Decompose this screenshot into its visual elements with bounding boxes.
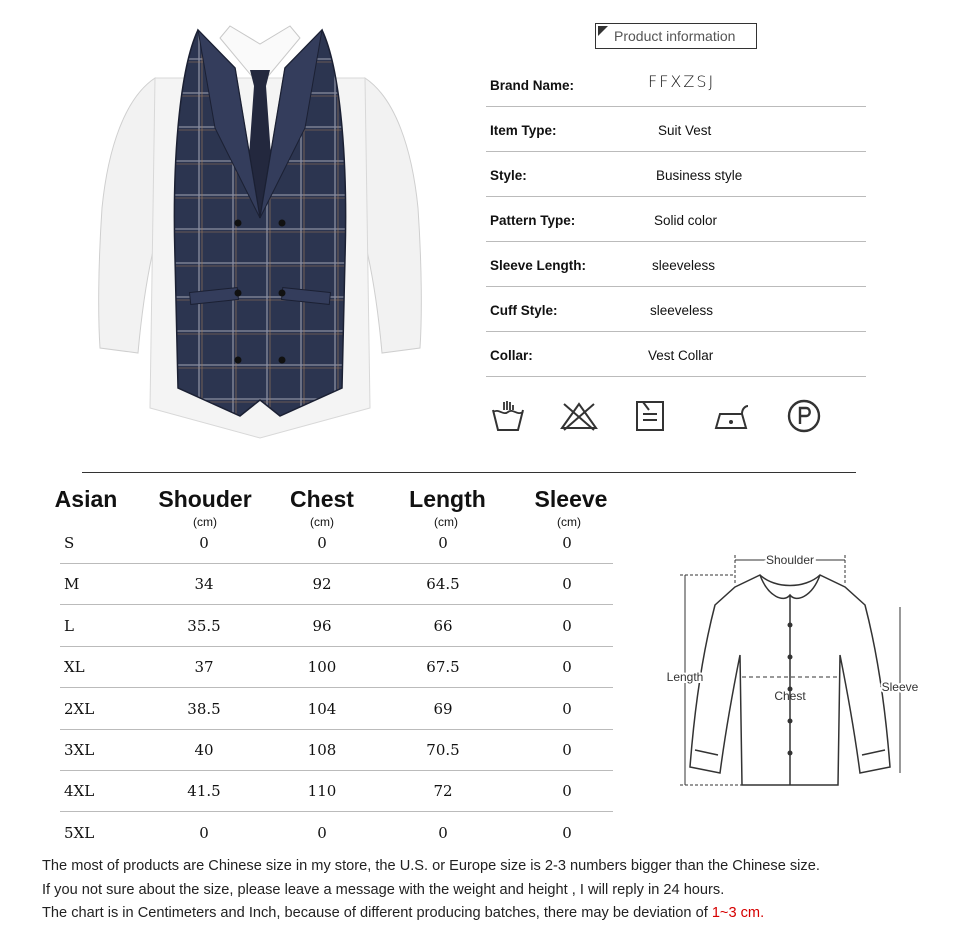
size-value-cell: 110: [307, 782, 337, 800]
info-value: Vest Collar: [648, 348, 714, 363]
size-value-cell: 108: [307, 741, 337, 759]
size-label-cell: M: [64, 575, 80, 593]
size-row: [60, 522, 613, 564]
size-value-cell: 0: [562, 700, 572, 718]
product-information-title: Product information: [614, 28, 736, 44]
do-not-bleach-icon: [558, 398, 600, 434]
info-row-cuff-style: [486, 287, 866, 332]
size-value-cell: 37: [194, 658, 214, 676]
col-header-asian: Asian: [54, 486, 118, 512]
size-value-cell: 72: [433, 782, 453, 800]
info-value: Business style: [656, 168, 743, 183]
size-row: [60, 688, 613, 730]
section-divider: [82, 472, 856, 473]
size-label-cell: 5XL: [64, 824, 95, 842]
sleeve-label: Sleeve: [881, 680, 919, 694]
size-value-cell: 34: [194, 575, 214, 593]
size-label-cell: 2XL: [64, 700, 95, 718]
size-label-cell: 3XL: [64, 741, 95, 759]
professional-dry-clean-icon: [786, 398, 822, 434]
size-label-cell: 4XL: [64, 782, 95, 800]
col-header-shoulder: Shouder: [158, 486, 252, 512]
size-row: [60, 770, 613, 812]
size-value-cell: 100: [307, 658, 337, 676]
hand-wash-icon: [490, 398, 526, 434]
size-row: [60, 563, 613, 605]
size-row: [60, 605, 613, 647]
info-row-sleeve-length: [486, 242, 866, 287]
info-row-brand: [486, 62, 866, 107]
info-key: Sleeve Length:: [490, 258, 587, 273]
size-value-cell: 0: [562, 741, 572, 759]
size-value-cell: 70.5: [426, 741, 460, 759]
info-value: FFXZSJ: [648, 72, 716, 91]
size-value-cell: 0: [199, 824, 209, 842]
size-value-cell: 0: [562, 534, 572, 552]
info-row-collar: [486, 332, 866, 377]
size-value-cell: 104: [307, 700, 337, 718]
info-row-pattern-type: [486, 197, 866, 242]
size-note-3: [42, 905, 764, 921]
info-value: sleeveless: [650, 303, 714, 318]
size-value-cell: 0: [438, 534, 448, 552]
size-value-cell: 0: [562, 824, 572, 842]
size-value-cell: 41.5: [187, 782, 221, 800]
col-header-sleeve: Sleeve: [534, 486, 608, 512]
size-value-cell: 0: [562, 575, 572, 593]
size-row: [60, 729, 613, 771]
size-value-cell: 96: [312, 617, 332, 635]
size-label-cell: S: [64, 534, 75, 552]
size-value-cell: 92: [312, 575, 332, 593]
info-key: Item Type:: [490, 123, 557, 138]
info-value: Suit Vest: [658, 123, 712, 138]
size-value-cell: 0: [562, 658, 572, 676]
size-value-cell: 64.5: [426, 575, 460, 593]
unit-label: (cm): [193, 515, 217, 529]
info-key: Style:: [490, 168, 527, 183]
size-note-1: The most of products are Chinese size in my store, the U.S. or Europe size is 2-3 numbers bigger than the Chinese size.: [42, 858, 820, 874]
care-icons: [486, 398, 866, 438]
shoulder-label: Shoulder: [765, 553, 815, 567]
measurement-diagram: [660, 545, 920, 795]
size-value-cell: 0: [317, 534, 327, 552]
col-header-length: Length: [409, 486, 486, 512]
length-label: Length: [666, 670, 704, 684]
info-value: sleeveless: [652, 258, 716, 273]
info-key: Pattern Type:: [490, 213, 576, 228]
size-row: [60, 812, 613, 853]
info-key: Collar:: [490, 348, 533, 363]
product-information-heading: [595, 23, 757, 49]
size-value-cell: 66: [433, 617, 453, 635]
size-value-cell: 0: [317, 824, 327, 842]
info-key: Brand Name:: [490, 78, 575, 93]
size-note-2: If you not sure about the size, please leave a message with the weight and height , I will reply in 24 hours.: [42, 882, 725, 898]
size-label-cell: XL: [64, 658, 85, 676]
dry-flat-icon: [634, 398, 666, 434]
info-key: Cuff Style:: [490, 303, 558, 318]
size-value-cell: 0: [562, 782, 572, 800]
size-row: [60, 646, 613, 688]
col-header-chest: Chest: [290, 486, 354, 512]
size-value-cell: 38.5: [187, 700, 221, 718]
deviation-highlight: 1~3 cm.: [711, 905, 765, 921]
info-row-style: [486, 152, 866, 197]
info-value: Solid color: [654, 213, 718, 228]
product-photo: [80, 8, 440, 448]
size-value-cell: 0: [199, 534, 209, 552]
unit-label: (cm): [557, 515, 581, 529]
unit-label: (cm): [310, 515, 334, 529]
size-value-cell: 0: [438, 824, 448, 842]
size-value-cell: 69: [433, 700, 453, 718]
size-label-cell: L: [64, 617, 74, 635]
info-row-item-type: [486, 107, 866, 152]
chest-label: Chest: [774, 689, 806, 703]
size-note-3-text: The chart is in Centimeters and Inch, because of different producing batches, there may be deviation of: [42, 905, 712, 921]
product-info-table: [486, 62, 866, 377]
size-value-cell: 0: [562, 617, 572, 635]
size-value-cell: 67.5: [426, 658, 460, 676]
unit-label: (cm): [434, 515, 458, 529]
iron-icon: [712, 398, 752, 434]
size-value-cell: 40: [194, 741, 214, 759]
size-value-cell: 35.5: [187, 617, 221, 635]
